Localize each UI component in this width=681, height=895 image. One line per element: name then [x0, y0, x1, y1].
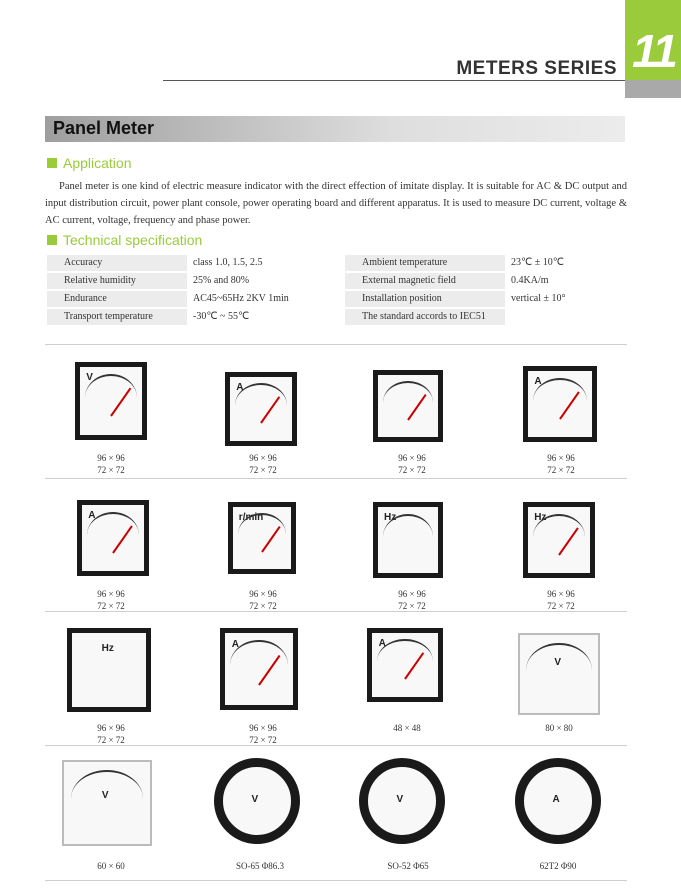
spec-value: 23℃ ± 10℃ — [511, 257, 564, 268]
product-caption — [494, 722, 624, 734]
panel-meter-image — [228, 502, 296, 574]
spec-row — [345, 272, 565, 290]
technical-heading — [47, 232, 202, 248]
caption-line2: 72 × 72 — [398, 465, 426, 475]
product-caption — [195, 860, 325, 872]
caption-line2: 72 × 72 — [547, 601, 575, 611]
panel-meter-image — [75, 362, 147, 440]
panel-meter-image — [373, 502, 443, 578]
application-paragraph: Panel meter is one kind of electric measure indicator with the direct effection of imitate display. It is suitable for AC & DC output and input distribution circuit, power plant console, power operating board and different apparatus. It is used to measure DC current, voltage & AC current, voltage, frequency and phase power. — [45, 181, 627, 226]
section-title: Panel Meter — [53, 118, 155, 138]
caption-line1: 96 × 96 — [398, 453, 426, 463]
caption-line1: 96 × 96 — [249, 723, 277, 733]
application-heading — [47, 155, 132, 171]
spec-label: Transport temperature — [47, 309, 187, 325]
product-caption — [198, 452, 328, 476]
panel-meter-image — [523, 502, 595, 578]
spec-value: -30℃ ~ 55℃ — [193, 311, 250, 322]
caption-line1: SO-52 Φ65 — [387, 861, 429, 871]
panel-meter-image — [62, 760, 152, 846]
product-caption — [198, 722, 328, 746]
spec-table-right — [345, 254, 565, 326]
spec-label: Installation position — [345, 291, 505, 307]
row-divider — [45, 880, 627, 881]
caption-line1: 96 × 96 — [398, 589, 426, 599]
spec-row — [47, 308, 289, 326]
meter-symbol: V — [554, 656, 561, 668]
caption-line1: 96 × 96 — [547, 453, 575, 463]
meter-scale — [383, 514, 433, 560]
panel-meter-image — [67, 628, 151, 712]
product-caption — [46, 722, 176, 746]
caption-line1: 80 × 80 — [545, 723, 573, 733]
meter-scale — [71, 770, 143, 827]
panel-meter-image — [373, 370, 443, 442]
caption-line1: 48 × 48 — [393, 723, 421, 733]
spec-table-left — [47, 254, 289, 326]
panel-meter-image — [518, 633, 600, 715]
caption-line1: 62T2 Φ90 — [539, 861, 577, 871]
spec-row — [345, 290, 565, 308]
product-caption — [496, 452, 626, 476]
spec-label: Endurance — [47, 291, 187, 307]
meter-symbol: A — [88, 510, 96, 522]
round-panel-meter-image — [214, 758, 300, 844]
product-caption — [342, 722, 472, 734]
spec-row — [47, 254, 289, 272]
application-heading-text: Application — [63, 155, 132, 171]
meter-symbol: A — [552, 794, 560, 806]
section-title-bar — [45, 116, 625, 142]
caption-line2: 72 × 72 — [97, 735, 125, 745]
meter-symbol: Hz — [384, 512, 397, 524]
caption-line1: 96 × 96 — [249, 589, 277, 599]
caption-line1: 60 × 60 — [97, 861, 125, 871]
chapter-number: 11 — [632, 25, 676, 77]
meter-scale — [526, 643, 592, 698]
chapter-tab-shadow — [625, 80, 681, 98]
spec-value: vertical ± 10° — [511, 293, 566, 304]
spec-label: Relative humidity — [47, 273, 187, 289]
meter-symbol: A — [236, 382, 244, 394]
bullet-square-icon — [47, 158, 57, 168]
meter-symbol: r/min — [238, 511, 264, 523]
series-title: METERS SERIES — [456, 58, 617, 79]
product-caption — [496, 588, 626, 612]
panel-meter-image — [225, 372, 297, 446]
spec-label: External magnetic field — [345, 273, 505, 289]
product-caption — [46, 452, 176, 476]
round-panel-meter-image — [359, 758, 445, 844]
meter-symbol: A — [231, 638, 240, 650]
caption-line1: 96 × 96 — [97, 723, 125, 733]
product-caption — [347, 452, 477, 476]
panel-meter-image — [367, 628, 443, 702]
meter-symbol: V — [86, 372, 93, 384]
panel-meter-image — [523, 366, 597, 442]
bullet-square-icon — [47, 235, 57, 245]
caption-line1: SO-65 Φ86.3 — [235, 861, 285, 871]
meter-symbol: V — [251, 794, 259, 806]
product-caption — [198, 588, 328, 612]
meter-symbol: V — [101, 789, 109, 801]
caption-line2: 72 × 72 — [249, 465, 277, 475]
technical-heading-text: Technical specification — [63, 232, 203, 248]
spec-value: 25% and 80% — [193, 275, 250, 286]
meter-symbol: V — [396, 794, 404, 806]
round-panel-meter-image — [515, 758, 601, 844]
spec-row — [47, 290, 289, 308]
caption-line2: 72 × 72 — [547, 465, 575, 475]
spec-label: Accuracy — [47, 255, 187, 271]
spec-label: The standard accords to IEC51 — [345, 309, 505, 325]
caption-line1: 96 × 96 — [249, 453, 277, 463]
meter-symbol: Hz — [101, 643, 114, 655]
spec-value: class 1.0, 1.5, 2.5 — [193, 257, 263, 268]
spec-row — [47, 272, 289, 290]
caption-line1: 96 × 96 — [547, 589, 575, 599]
caption-line2: 72 × 72 — [97, 601, 125, 611]
meter-symbol: A — [534, 376, 542, 388]
spec-value: AC45~65Hz 2KV 1min — [193, 293, 289, 304]
caption-line2: 72 × 72 — [249, 735, 277, 745]
spec-value: 0.4KA/m — [511, 275, 549, 286]
caption-line1: 96 × 96 — [97, 589, 125, 599]
meter-symbol: Hz — [534, 512, 547, 524]
product-caption — [493, 860, 623, 872]
meter-symbol: A — [378, 638, 386, 650]
caption-line2: 72 × 72 — [398, 601, 426, 611]
product-caption — [343, 860, 473, 872]
product-caption — [46, 588, 176, 612]
caption-line2: 72 × 72 — [249, 601, 277, 611]
caption-line2: 72 × 72 — [97, 465, 125, 475]
header-rule — [163, 80, 625, 81]
spec-label: Ambient temperature — [345, 255, 505, 271]
row-divider — [45, 478, 627, 479]
caption-line1: 96 × 96 — [97, 453, 125, 463]
product-caption — [347, 588, 477, 612]
spec-row — [345, 308, 565, 326]
spec-row — [345, 254, 565, 272]
panel-meter-image — [220, 628, 298, 710]
panel-meter-image — [77, 500, 149, 576]
product-caption — [46, 860, 176, 872]
row-divider — [45, 344, 627, 345]
